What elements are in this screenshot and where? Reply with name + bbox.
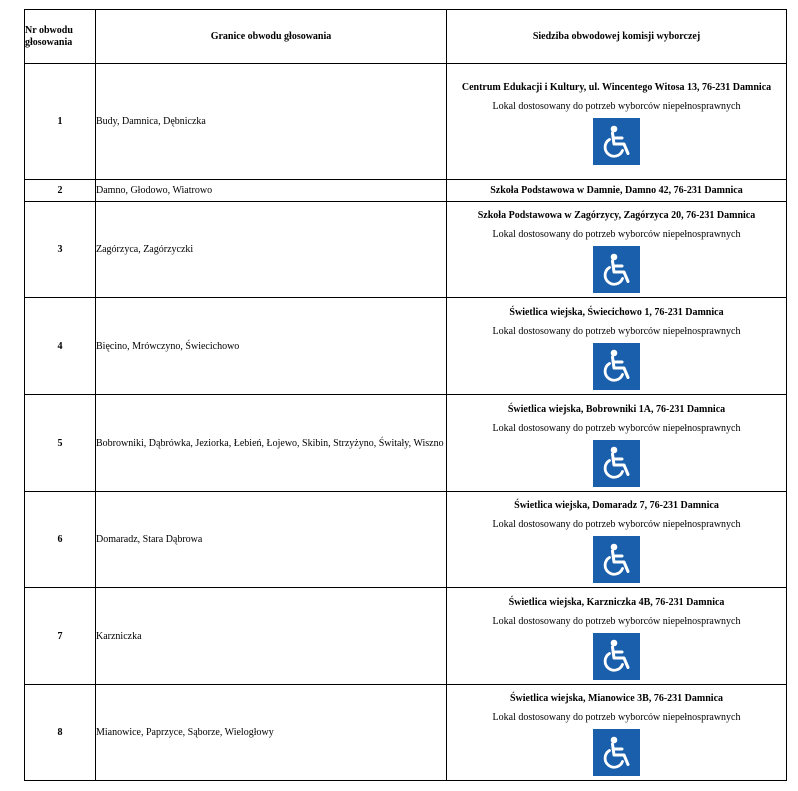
seat-address: Świetlica wiejska, Karzniczka 4B, 76-231 Damnica <box>508 596 725 608</box>
commission-seat <box>447 180 787 202</box>
wheelchair-accessibility-icon <box>593 729 640 776</box>
accessibility-note: Lokal dostosowany do potrzeb wyborców niepełnosprawnych <box>492 712 741 723</box>
district-bounds: Domaradz, Stara Dąbrowa <box>96 492 447 588</box>
accessibility-note: Lokal dostosowany do potrzeb wyborców niepełnosprawnych <box>492 615 741 627</box>
district-number: 8 <box>25 685 96 781</box>
header-commission-seat: Siedziba obwodowej komisji wyborczej <box>447 10 787 64</box>
accessibility-note: Lokal dostosowany do potrzeb wyborców niepełnosprawnych <box>492 422 741 434</box>
district-bounds: Mianowice, Paprzyce, Sąborze, Wielogłowy <box>96 685 447 781</box>
commission-seat <box>447 298 787 395</box>
district-bounds: Bięcino, Mrówczyno, Świecichowo <box>96 298 447 395</box>
seat-address: Świetlica wiejska, Świecichowo 1, 76-231 Damnica <box>509 306 724 318</box>
seat-address: Szkoła Podstawowa w Damnie, Damno 42, 76-231 Damnica <box>490 185 743 196</box>
district-bounds: Karzniczka <box>96 588 447 685</box>
wheelchair-accessibility-icon <box>593 440 640 487</box>
district-bounds: Bobrowniki, Dąbrówka, Jeziorka, Łebień, Łojewo, Skibin, Strzyżyno, Świtały, Wiszno <box>96 395 447 492</box>
accessibility-icon-wrap <box>447 631 786 680</box>
table-row <box>25 180 787 202</box>
header-district-number: Nr obwodu głosowania <box>25 10 96 64</box>
commission-seat <box>447 202 787 298</box>
accessibility-icon-wrap <box>447 116 786 165</box>
wheelchair-accessibility-icon <box>593 246 640 293</box>
district-number: 6 <box>25 492 96 588</box>
wheelchair-accessibility-icon <box>593 633 640 680</box>
seat-address: Świetlica wiejska, Mianowice 3B, 76-231 Damnica <box>509 693 724 704</box>
commission-seat <box>447 685 787 781</box>
table-row <box>25 64 787 180</box>
table-header-row <box>25 10 787 64</box>
seat-address: Świetlica wiejska, Bobrowniki 1A, 76-231 Damnica <box>507 403 726 415</box>
table-row <box>25 588 787 685</box>
accessibility-note: Lokal dostosowany do potrzeb wyborców niepełnosprawnych <box>492 519 741 530</box>
table-row <box>25 298 787 395</box>
seat-address: Świetlica wiejska, Domaradz 7, 76-231 Damnica <box>514 500 719 511</box>
accessibility-note: Lokal dostosowany do potrzeb wyborców niepełnosprawnych <box>492 101 741 112</box>
district-number: 2 <box>25 180 96 202</box>
accessibility-icon-wrap <box>447 341 786 390</box>
wheelchair-accessibility-icon <box>593 118 640 165</box>
commission-seat <box>447 492 787 588</box>
district-number: 5 <box>25 395 96 492</box>
table-row <box>25 685 787 781</box>
accessibility-icon-wrap <box>447 244 786 293</box>
commission-seat <box>447 64 787 180</box>
district-number: 4 <box>25 298 96 395</box>
table-row <box>25 202 787 298</box>
district-bounds: Damno, Głodowo, Wiatrowo <box>96 180 447 202</box>
seat-address: Szkoła Podstawowa w Zagórzycy, Zagórzyca 20, 76-231 Damnica <box>477 210 756 221</box>
table-row <box>25 492 787 588</box>
accessibility-icon-wrap <box>447 727 786 776</box>
electoral-districts-table <box>24 9 787 781</box>
district-number: 1 <box>25 64 96 180</box>
accessibility-note: Lokal dostosowany do potrzeb wyborców niepełnosprawnych <box>492 229 741 240</box>
table-row <box>25 395 787 492</box>
wheelchair-accessibility-icon <box>593 536 640 583</box>
district-number: 3 <box>25 202 96 298</box>
accessibility-note: Lokal dostosowany do potrzeb wyborców niepełnosprawnych <box>492 325 741 337</box>
header-district-bounds: Granice obwodu głosowania <box>96 10 447 64</box>
accessibility-icon-wrap <box>447 438 786 487</box>
district-bounds: Budy, Damnica, Dębniczka <box>96 64 447 180</box>
wheelchair-accessibility-icon <box>593 343 640 390</box>
commission-seat <box>447 395 787 492</box>
accessibility-icon-wrap <box>447 534 786 583</box>
commission-seat <box>447 588 787 685</box>
district-number: 7 <box>25 588 96 685</box>
seat-address: Centrum Edukacji i Kultury, ul. Wincentego Witosa 13, 76-231 Damnica <box>461 82 772 93</box>
district-bounds: Zagórzyca, Zagórzyczki <box>96 202 447 298</box>
